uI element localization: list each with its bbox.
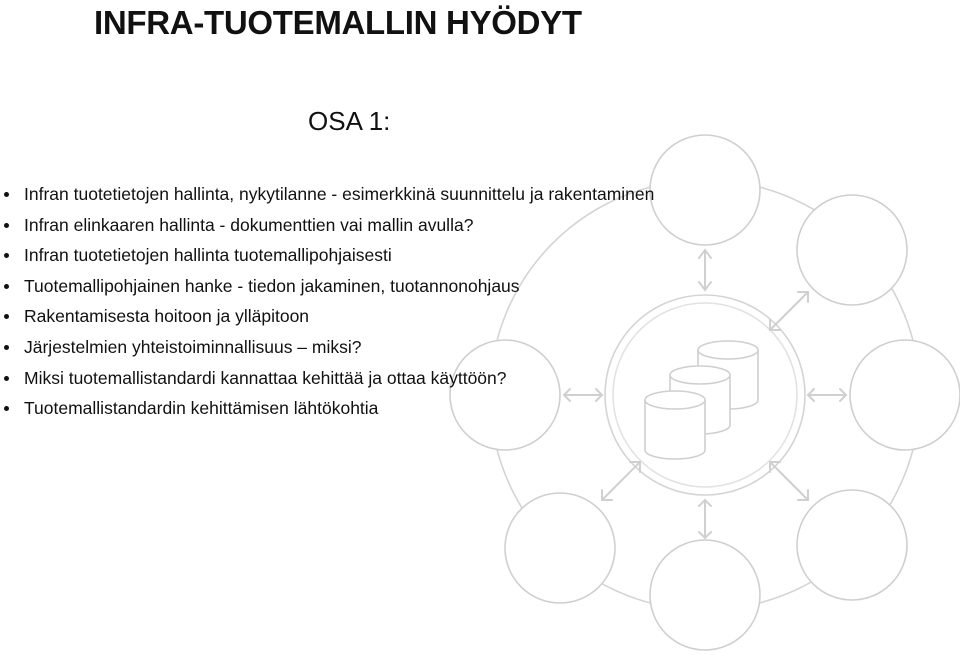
bullet-text: Miksi tuotemallistandardi kannattaa kehittää ja ottaa käyttöön?: [24, 367, 507, 388]
satellite-circle-bottom: [650, 540, 760, 650]
bullet-list: [0, 179, 654, 424]
bullet-text: Rakentamisesta hoitoon ja ylläpitoon: [24, 306, 310, 327]
bullet-text: Tuotemallistandardin kehittämisen lähtökohtia: [24, 398, 379, 419]
satellite-circle-bottom-left: [505, 493, 615, 603]
bullet-item: [0, 240, 654, 271]
bullet-dot-icon: [4, 376, 9, 381]
bullet-item: [0, 179, 654, 210]
bullet-text: Infran tuotetietojen hallinta tuotemallipohjaisesti: [24, 245, 392, 266]
satellite-circle-right: [850, 340, 960, 450]
bullet-dot-icon: [4, 406, 9, 411]
bullet-item: [0, 363, 654, 394]
bullet-text: Järjestelmien yhteistoiminnallisuus – miksi?: [24, 336, 362, 357]
slide-subtitle: OSA 1:: [308, 106, 391, 136]
bullet-item: [0, 332, 654, 363]
bullet-dot-icon: [4, 223, 9, 228]
bullet-item: [0, 271, 654, 302]
bullet-item: [0, 210, 654, 241]
bullet-item: [0, 301, 654, 332]
database-stack-icon: [645, 341, 758, 459]
bullet-dot-icon: [4, 192, 9, 197]
bullet-dot-icon: [4, 284, 9, 289]
bullet-dot-icon: [4, 314, 9, 319]
satellite-circle-top: [650, 135, 760, 245]
bullet-text: Infran elinkaaren hallinta - dokumenttien vai mallin avulla?: [24, 214, 474, 235]
satellite-circle-top-right: [797, 195, 907, 305]
slide-title: INFRA-TUOTEMALLIN HYÖDYT: [94, 4, 582, 41]
satellite-circle-bottom-right: [797, 490, 907, 600]
bullet-text: Tuotemallipohjainen hanke - tiedon jakaminen, tuotannonohjaus: [24, 275, 520, 296]
bullet-dot-icon: [4, 253, 9, 258]
bullet-dot-icon: [4, 345, 9, 350]
bullet-item: [0, 393, 654, 424]
bullet-text: Infran tuotetietojen hallinta, nykytilanne - esimerkkinä suunnittelu ja rakentaminen: [24, 184, 655, 204]
